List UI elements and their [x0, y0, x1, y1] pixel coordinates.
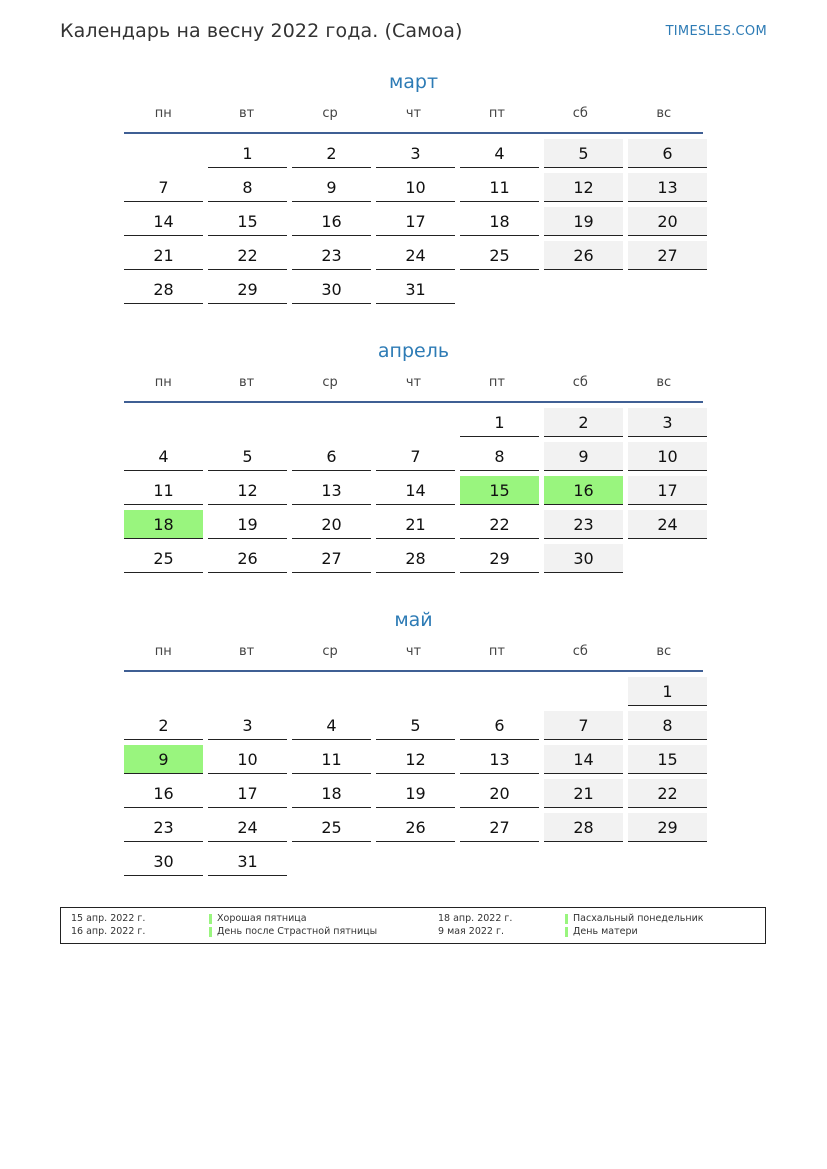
day-cell: 6 [292, 442, 371, 471]
empty-cell [124, 677, 203, 706]
weekday-label: чт [405, 106, 422, 121]
day-cell: 29 [208, 275, 287, 304]
empty-cell [292, 677, 371, 706]
day-cell: 13 [460, 745, 539, 774]
legend-date: 9 мая 2022 г. [438, 926, 504, 937]
empty-cell [460, 275, 539, 304]
empty-cell [544, 275, 623, 304]
weekday-label: пн [154, 644, 172, 659]
day-cell: 20 [292, 510, 371, 539]
legend-date: 16 апр. 2022 г. [71, 926, 146, 937]
day-cell: 24 [628, 510, 707, 539]
empty-cell [460, 677, 539, 706]
day-cell: 10 [208, 745, 287, 774]
day-cell: 25 [292, 813, 371, 842]
weekday-label: вс [656, 644, 672, 659]
day-cell: 9 [292, 173, 371, 202]
weekday-label: пн [154, 106, 172, 121]
day-cell: 26 [208, 544, 287, 573]
day-cell: 31 [376, 275, 455, 304]
day-cell: 23 [544, 510, 623, 539]
day-cell: 8 [628, 711, 707, 740]
day-cell: 26 [376, 813, 455, 842]
day-cell: 1 [208, 139, 287, 168]
weekday-label: сб [572, 106, 588, 121]
day-cell: 23 [292, 241, 371, 270]
day-cell: 12 [208, 476, 287, 505]
weekday-header [124, 642, 703, 670]
weekday-label: вт [239, 375, 255, 390]
day-cell: 7 [124, 173, 203, 202]
day-cell: 13 [628, 173, 707, 202]
day-cell: 14 [376, 476, 455, 505]
header-rule [124, 401, 703, 403]
day-cell: 28 [124, 275, 203, 304]
month-title: март [388, 71, 439, 93]
weekday-label: пт [488, 375, 505, 390]
page-title: Календарь на весну 2022 года. (Самоа) [60, 20, 463, 42]
day-cell: 5 [376, 711, 455, 740]
day-cell: 8 [208, 173, 287, 202]
day-cell: 25 [460, 241, 539, 270]
month-title: май [394, 609, 433, 631]
day-cell: 21 [124, 241, 203, 270]
weekday-label: вс [656, 375, 672, 390]
day-cell: 4 [292, 711, 371, 740]
empty-cell [376, 677, 455, 706]
month-block [124, 68, 703, 304]
empty-cell [544, 677, 623, 706]
day-cell: 12 [544, 173, 623, 202]
day-cell: 12 [376, 745, 455, 774]
month-title: апрель [377, 340, 450, 362]
empty-cell [208, 677, 287, 706]
empty-cell [628, 544, 707, 573]
legend-color-marker [565, 914, 568, 924]
day-cell: 20 [628, 207, 707, 236]
weekday-label: ср [322, 375, 338, 390]
day-cell: 10 [376, 173, 455, 202]
weekday-label: сб [572, 375, 588, 390]
weekday-label: ср [322, 106, 338, 121]
day-cell: 30 [544, 544, 623, 573]
day-cell: 11 [292, 745, 371, 774]
day-cell: 3 [208, 711, 287, 740]
day-cell: 5 [208, 442, 287, 471]
day-cell: 10 [628, 442, 707, 471]
day-cell: 3 [628, 408, 707, 437]
day-cell: 30 [292, 275, 371, 304]
weekday-label: ср [322, 644, 338, 659]
site-link[interactable]: TIMESLES.COM [665, 24, 767, 39]
day-cell: 17 [628, 476, 707, 505]
day-cell: 31 [208, 847, 287, 876]
weekday-header [124, 373, 703, 401]
weekday-label: вт [239, 644, 255, 659]
day-cell: 22 [628, 779, 707, 808]
day-cell: 7 [544, 711, 623, 740]
day-cell: 16 [124, 779, 203, 808]
day-cell: 18 [124, 510, 203, 539]
empty-cell [376, 408, 455, 437]
day-cell: 15 [628, 745, 707, 774]
day-cell: 19 [544, 207, 623, 236]
weekday-label: сб [572, 644, 588, 659]
day-cell: 17 [208, 779, 287, 808]
day-cell: 23 [124, 813, 203, 842]
day-cell: 16 [544, 476, 623, 505]
day-cell: 26 [544, 241, 623, 270]
day-cell: 30 [124, 847, 203, 876]
day-cell: 15 [460, 476, 539, 505]
weekday-header [124, 104, 703, 132]
weekday-label: чт [405, 644, 422, 659]
day-cell: 4 [124, 442, 203, 471]
month-block [124, 606, 703, 876]
legend-holiday-name: Пасхальный понедельник [573, 913, 704, 924]
day-cell: 29 [460, 544, 539, 573]
day-cell: 11 [460, 173, 539, 202]
day-cell: 16 [292, 207, 371, 236]
day-cell: 7 [376, 442, 455, 471]
day-cell: 19 [208, 510, 287, 539]
empty-cell [208, 408, 287, 437]
day-cell: 24 [376, 241, 455, 270]
month-block [124, 337, 703, 573]
day-cell: 18 [460, 207, 539, 236]
day-cell: 2 [292, 139, 371, 168]
weekday-label: вс [656, 106, 672, 121]
weekday-label: вт [239, 106, 255, 121]
day-cell: 15 [208, 207, 287, 236]
weekday-label: пт [488, 106, 505, 121]
day-cell: 4 [460, 139, 539, 168]
legend-date: 18 апр. 2022 г. [438, 913, 513, 924]
day-cell: 18 [292, 779, 371, 808]
day-grid [124, 677, 703, 876]
day-cell: 3 [376, 139, 455, 168]
day-cell: 29 [628, 813, 707, 842]
empty-cell [628, 847, 707, 876]
empty-cell [292, 847, 371, 876]
weekday-label: пн [154, 375, 172, 390]
day-cell: 1 [460, 408, 539, 437]
day-cell: 5 [544, 139, 623, 168]
day-cell: 2 [124, 711, 203, 740]
day-cell: 14 [124, 207, 203, 236]
day-cell: 22 [460, 510, 539, 539]
legend-holiday-name: Хорошая пятница [217, 913, 307, 924]
day-cell: 28 [376, 544, 455, 573]
day-cell: 9 [544, 442, 623, 471]
day-cell: 24 [208, 813, 287, 842]
day-cell: 21 [376, 510, 455, 539]
day-cell: 9 [124, 745, 203, 774]
legend-date: 15 апр. 2022 г. [71, 913, 146, 924]
empty-cell [292, 408, 371, 437]
day-cell: 6 [628, 139, 707, 168]
legend-holiday-name: День матери [573, 926, 638, 937]
legend-holiday-name: День после Страстной пятницы [217, 926, 378, 937]
day-cell: 13 [292, 476, 371, 505]
day-cell: 27 [628, 241, 707, 270]
day-cell: 27 [292, 544, 371, 573]
day-cell: 20 [460, 779, 539, 808]
day-grid [124, 139, 703, 304]
day-cell: 28 [544, 813, 623, 842]
empty-cell [628, 275, 707, 304]
holiday-legend [60, 907, 766, 944]
weekday-label: чт [405, 375, 422, 390]
weekday-label: пт [488, 644, 505, 659]
day-cell: 6 [460, 711, 539, 740]
empty-cell [376, 847, 455, 876]
day-cell: 27 [460, 813, 539, 842]
day-grid [124, 408, 703, 573]
day-cell: 17 [376, 207, 455, 236]
empty-cell [124, 408, 203, 437]
day-cell: 11 [124, 476, 203, 505]
empty-cell [544, 847, 623, 876]
day-cell: 19 [376, 779, 455, 808]
day-cell: 14 [544, 745, 623, 774]
day-cell: 22 [208, 241, 287, 270]
header-rule [124, 670, 703, 672]
day-cell: 21 [544, 779, 623, 808]
legend-color-marker [565, 927, 568, 937]
header-rule [124, 132, 703, 134]
day-cell: 2 [544, 408, 623, 437]
empty-cell [124, 139, 203, 168]
day-cell: 1 [628, 677, 707, 706]
empty-cell [460, 847, 539, 876]
legend-color-marker [209, 914, 212, 924]
legend-color-marker [209, 927, 212, 937]
day-cell: 8 [460, 442, 539, 471]
day-cell: 25 [124, 544, 203, 573]
